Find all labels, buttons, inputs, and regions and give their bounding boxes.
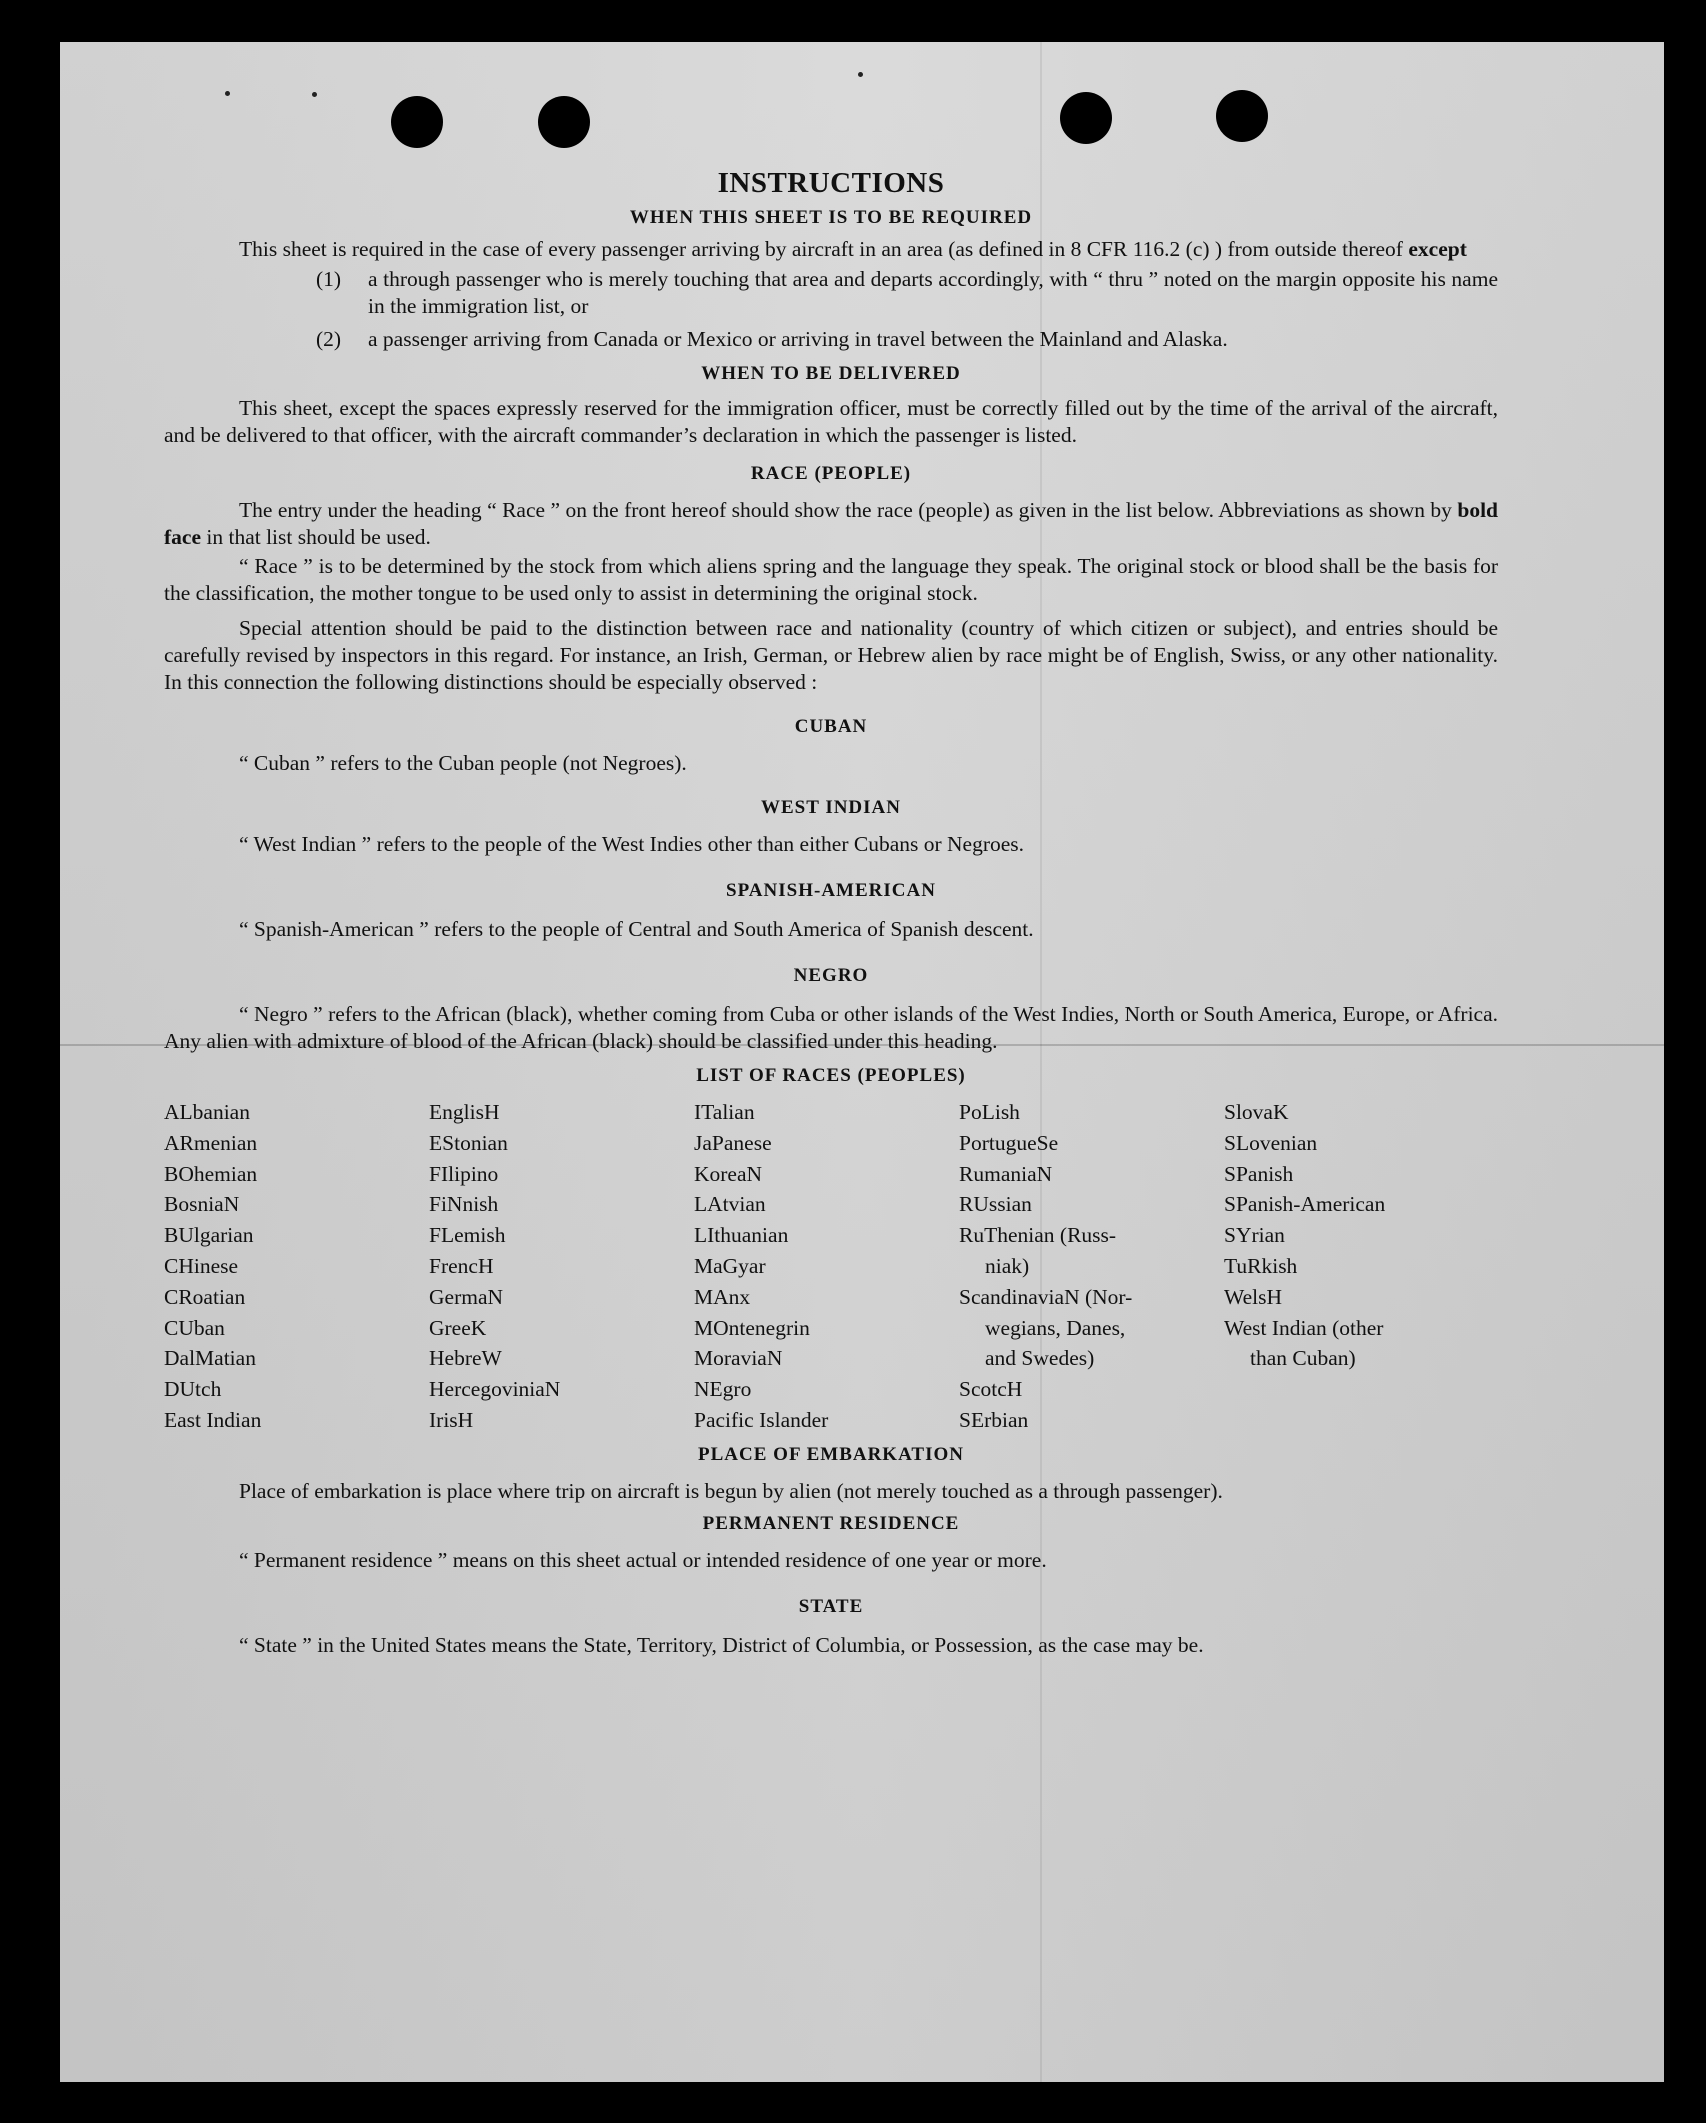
- race-item: WelsH: [1224, 1284, 1282, 1309]
- race-item: SErbian: [959, 1407, 1029, 1432]
- race-item: MaGyar: [694, 1253, 766, 1278]
- race-list-column: [694, 1097, 959, 1436]
- race-item-continuation: and Swedes): [985, 1346, 1095, 1371]
- race-item: BOhemian: [164, 1161, 258, 1186]
- race-item: EStonian: [429, 1130, 508, 1155]
- race-list-column: [1224, 1097, 1498, 1436]
- section-heading-when-required: WHEN THIS SHEET IS TO BE REQUIRED: [629, 207, 1033, 228]
- race-item: ITalian: [694, 1100, 755, 1124]
- punch-hole: [1060, 92, 1112, 144]
- race-item: FLemish: [429, 1223, 506, 1248]
- section-heading-state: STATE: [798, 1595, 864, 1617]
- race-item: PortugueSe: [959, 1130, 1059, 1155]
- race-item: HebreW: [429, 1346, 502, 1371]
- instructions-content: [164, 166, 1498, 1659]
- punch-hole: [1216, 90, 1268, 142]
- section-heading-cuban: CUBAN: [794, 716, 868, 737]
- race-item: TuRkish: [1224, 1253, 1298, 1278]
- race-list-column: [164, 1097, 429, 1436]
- race-item: SLovenian: [1224, 1130, 1318, 1155]
- when-required-intro: This sheet is required in the case of every passenger arriving by aircraft in an area (as defined in 8 CFR 116.2 (c) ) from outside thereof except: [239, 237, 1467, 261]
- race-paragraph-3: Special attention should be paid to the distinction between race and nationality (country of which citizen or subject), and entries should be carefully revised by inspectors in this regard. For instance, an Irish, German, or Hebrew alien by race might be of English, Swiss, or any other nationality. In this connection the following distinctions should be especially observed :: [164, 616, 1498, 694]
- race-item-continuation: wegians, Danes,: [985, 1315, 1126, 1340]
- race-item: GermaN: [429, 1284, 504, 1309]
- state-text: “ State ” in the United States means the State, Territory, District of Columbia, or Possession, as the case may be.: [239, 1632, 1204, 1657]
- section-heading-spanish-american: SPANISH-AMERICAN: [726, 880, 936, 901]
- section-heading-race: RACE (PEOPLE): [750, 463, 912, 484]
- cuban-text: “ Cuban ” refers to the Cuban people (not Negroes).: [239, 751, 687, 775]
- race-item: CUban: [164, 1315, 225, 1340]
- race-item: BUlgarian: [164, 1223, 254, 1248]
- race-item: EnglisH: [429, 1100, 500, 1124]
- race-item: SlovaK: [1224, 1100, 1289, 1124]
- race-item: CRoatian: [164, 1284, 246, 1309]
- exception-item: (2) a passenger arriving from Canada or Mexico or arriving in travel between the Mainland and Alaska.: [316, 327, 1228, 351]
- page-title: INSTRUCTIONS: [717, 167, 945, 199]
- race-paragraph-2: “ Race ” is to be determined by the stock from which aliens spring and the language they speak. The original stock or blood shall be the basis for the classification, the mother tongue to be used only to assist in determining the original stock.: [164, 554, 1498, 605]
- speck: [312, 92, 317, 97]
- section-heading-when-delivered: WHEN TO BE DELIVERED: [701, 363, 961, 384]
- race-item: CHinese: [164, 1253, 239, 1278]
- race-item: ARmenian: [164, 1130, 258, 1155]
- section-heading-race-list: LIST OF RACES (PEOPLES): [696, 1065, 966, 1086]
- race-item: BosniaN: [164, 1192, 240, 1217]
- west-indian-text: “ West Indian ” refers to the people of the West Indies other than either Cubans or Negroes.: [239, 832, 1025, 856]
- race-item: PoLish: [959, 1100, 1020, 1124]
- race-item: LIthuanian: [694, 1223, 789, 1248]
- race-item: FIlipino: [429, 1161, 499, 1186]
- embarkation-text: Place of embarkation is place where trip on aircraft is begun by alien (not merely touched as a through passenger).: [239, 1478, 1223, 1503]
- race-item: MAnx: [694, 1284, 751, 1309]
- section-heading-negro: NEGRO: [793, 965, 869, 986]
- race-item: ScotcH: [959, 1377, 1023, 1402]
- residence-text: “ Permanent residence ” means on this sheet actual or intended residence of one year or more.: [239, 1547, 1047, 1572]
- race-item: Pacific Islander: [694, 1407, 829, 1432]
- exception-item: (1) a through passenger who is merely touching that area and departs accordingly, with “ thru ” noted on the margin opposite his name in the immigration list, or: [316, 267, 1498, 318]
- race-item: NEgro: [694, 1377, 752, 1402]
- race-item: JaPanese: [694, 1130, 772, 1155]
- speck: [858, 72, 863, 77]
- race-item: MOntenegrin: [694, 1315, 810, 1340]
- race-item: West Indian (other: [1224, 1315, 1384, 1340]
- race-list-column: [959, 1097, 1224, 1436]
- negro-text: “ Negro ” refers to the African (black), whether coming from Cuba or other islands of the West Indies, North or South America, Europe, or Africa. Any alien with admixture of blood of the African (black) should be classified under this heading.: [164, 1002, 1498, 1053]
- race-item: RuThenian (Russ-: [959, 1223, 1117, 1248]
- race-item: DUtch: [164, 1377, 222, 1402]
- spanish-american-text: “ Spanish-American ” refers to the people of Central and South America of Spanish descent.: [239, 917, 1034, 941]
- when-delivered-text: This sheet, except the spaces expressly reserved for the immigration officer, must be correctly filled out by the time of the arrival of the aircraft, and be delivered to that officer, with the aircraft commander’s declaration in which the passenger is listed.: [164, 396, 1498, 447]
- race-item-continuation: niak): [985, 1253, 1030, 1278]
- punch-hole: [538, 96, 590, 148]
- race-item: IrisH: [429, 1407, 474, 1432]
- section-heading-embarkation: PLACE OF EMBARKATION: [698, 1443, 964, 1465]
- race-item: SPanish-American: [1224, 1192, 1386, 1217]
- race-list: [164, 1097, 1498, 1436]
- race-item: RumaniaN: [959, 1161, 1053, 1186]
- race-item: RUssian: [959, 1192, 1032, 1217]
- race-item: SYrian: [1224, 1223, 1285, 1248]
- race-item: KoreaN: [694, 1161, 763, 1186]
- race-item: SPanish: [1224, 1161, 1294, 1186]
- race-item: MoraviaN: [694, 1346, 783, 1371]
- race-item: HercegoviniaN: [429, 1377, 561, 1402]
- race-item: GreeK: [429, 1315, 487, 1340]
- punch-hole: [391, 96, 443, 148]
- race-list-column: [429, 1097, 694, 1436]
- race-item: LAtvian: [694, 1192, 766, 1217]
- section-heading-residence: PERMANENT RESIDENCE: [702, 1512, 960, 1534]
- speck: [225, 91, 230, 96]
- race-item: FrencH: [429, 1253, 494, 1278]
- section-heading-west-indian: WEST INDIAN: [761, 797, 901, 818]
- race-item: FiNnish: [429, 1192, 499, 1217]
- race-paragraph-1: The entry under the heading “ Race ” on the front hereof should show the race (people) as given in the list below. Abbreviations as shown by bold face in that list should be used.: [164, 498, 1499, 549]
- race-item: East Indian: [164, 1407, 262, 1432]
- race-item: ScandinaviaN (Nor-: [959, 1284, 1133, 1309]
- race-item: DalMatian: [164, 1346, 256, 1371]
- race-item: ALbanian: [164, 1100, 250, 1124]
- race-item-continuation: than Cuban): [1250, 1346, 1356, 1371]
